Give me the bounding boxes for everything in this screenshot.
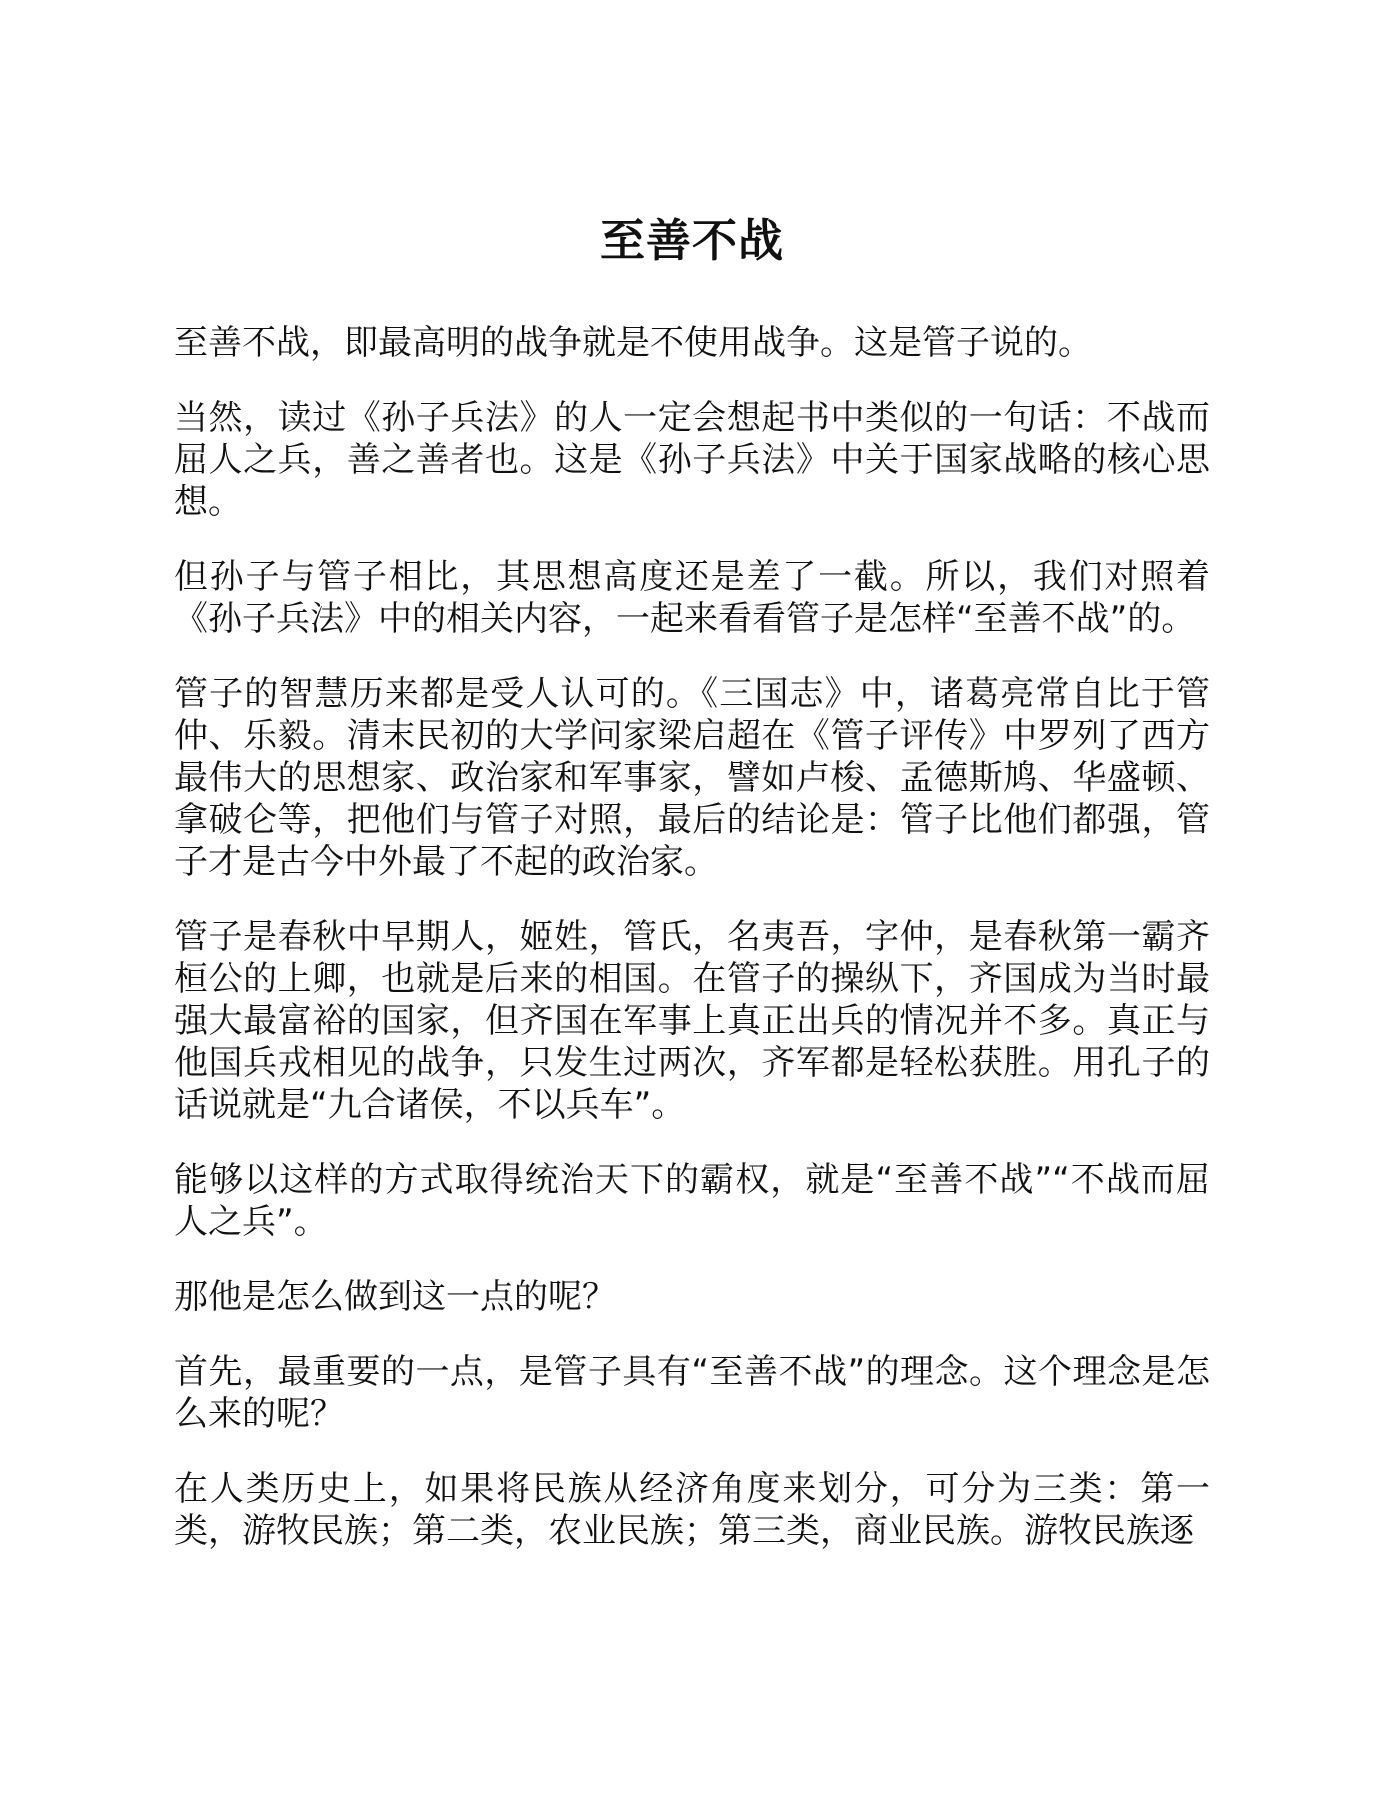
paragraph-5: 管子是春秋中早期人，姬姓，管氏，名夷吾，字仲，是春秋第一霸齐桓公的上卿，也就是后来的相国。在管子的操纵下，齐国成为当时最强大最富裕的国家，但齐国在军事上真正出兵的情况并不多。真正与他国兵戎相见的战争，只发生过两次，齐军都是轻松获胜。用孔子的话说就是“九合诸侯，不以兵车”。 (174, 917, 1210, 1125)
paragraph-7: 那他是怎么做到这一点的呢？ (174, 1277, 616, 1317)
paragraph-3: 但孙子与管子相比，其思想高度还是差了一截。所以，我们对照着《孙子兵法》中的相关内容，一起来看看管子是怎样“至善不战”的。 (174, 557, 1210, 639)
document-page (174, 210, 1210, 1585)
paragraph-9: 在人类历史上，如果将民族从经济角度来划分，可分为三类：第一类，游牧民族；第二类，农业民族；第三类，商业民族。游牧民族逐 (174, 1469, 1210, 1551)
paragraph-6: 能够以这样的方式取得统治天下的霸权，就是“至善不战”“不战而屈人之兵”。 (174, 1160, 1210, 1242)
paragraph-4: 管子的智慧历来都是受人认可的。《三国志》中，诸葛亮常自比于管仲、乐毅。清末民初的大学问家梁启超在《管子评传》中罗列了西方最伟大的思想家、政治家和军事家，譬如卢梭、孟德斯鸠、华盛顿、拿破仑等，把他们与管子对照，最后的结论是：管子比他们都强，管子才是古今中外最了不起的政治家。 (174, 674, 1210, 882)
paragraph-1: 至善不战，即最高明的战争就是不使用战争。这是管子说的。 (174, 323, 1092, 363)
paragraph-2: 当然，读过《孙子兵法》的人一定会想起书中类似的一句话：不战而屈人之兵，善之善者也。这是《孙子兵法》中关于国家战略的核心思想。 (174, 398, 1210, 522)
paragraph-8: 首先，最重要的一点，是管子具有“至善不战”的理念。这个理念是怎么来的呢？ (174, 1352, 1210, 1434)
article-title: 至善不战 (599, 214, 784, 267)
